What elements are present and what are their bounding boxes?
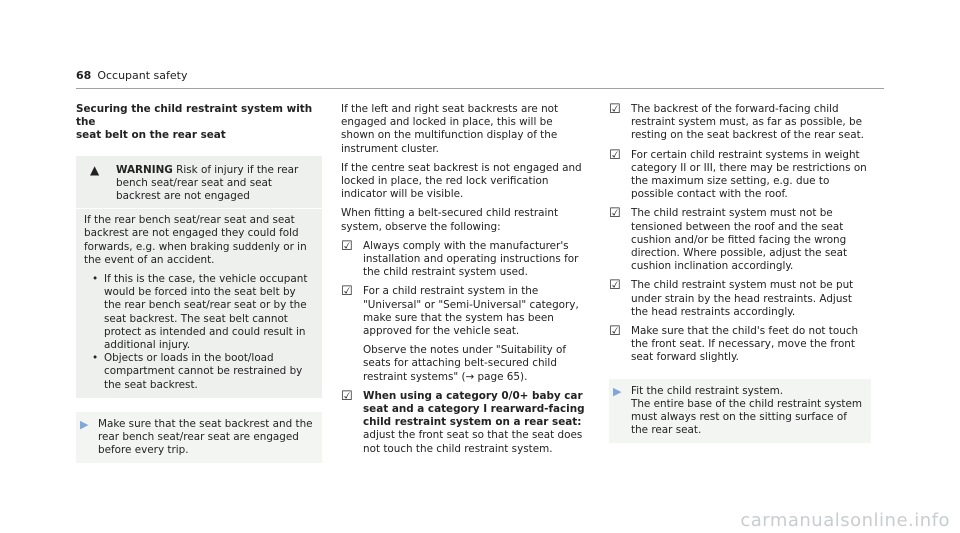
observe-note: Observe the notes under "Suitability of seats for attaching belt-secured child restraint systems" (→ page 65). (363, 344, 566, 383)
header-rule (76, 88, 884, 89)
checklist-item (341, 390, 589, 456)
note-text: The entire base of the child restraint system must always rest on the sitting surface of the rear seat. (631, 397, 862, 437)
warning-triangle-icon: ▲ (90, 162, 100, 177)
warning-box (76, 156, 322, 398)
checkbox-icon: ☑ (341, 388, 353, 404)
checklist-item: ☑ The backrest of the forward-facing child restraint system must, as far as possible, be resting on the seat backrest of the rear seat. (609, 102, 864, 142)
note-box (609, 379, 871, 444)
paragraph: If the centre seat backrest is not engaged and locked in place, the red lock verification indicator will be visible. (341, 161, 582, 201)
section-title: Securing the child restraint system with the seat belt on the rear seat (76, 103, 313, 142)
arrow-right-icon: ▶ (80, 417, 89, 431)
arrow-right-icon: ▶ (613, 384, 622, 398)
warning-label: WARNING (116, 163, 173, 176)
paragraph: If the left and right seat backrests are not engaged and locked in place, this will be shown on the multifunction display of the instrument cluster. (341, 103, 559, 155)
checklist-item: ☑ The child restraint system must not be tensioned between the roof and the seat cushion and/or be fitted facing the wrong direction. Where possible, adjust the seat cushion inclination accordingly. (609, 206, 848, 273)
warning-divider (76, 208, 322, 209)
checkbox-icon: ☑ (341, 284, 353, 300)
checkbox-icon: ☑ (609, 147, 621, 163)
checklist-item-text: adjust the front seat so that the seat does not touch the child restraint system. (363, 429, 583, 455)
warning-head-text: Risk of injury if the rear bench seat/rear seat and seat backrest are not engaged (116, 163, 299, 203)
page-number: 68 (76, 69, 92, 82)
page-title: Occupant safety (97, 69, 188, 82)
checklist-item: ☑ For certain child restraint systems in weight category II or III, there may be restrictions on the maximum size setting, e.g. due to possible contact with the roof. (609, 147, 867, 201)
note-step: Fit the child restraint system. (631, 384, 784, 397)
checklist-item: ☑ Make sure that the child's feet do not touch the front seat. If necessary, move the front seat forward slightly. (609, 324, 859, 364)
warning-bullet: • If this is the case, the vehicle occupant would be forced into the seat belt by the rear bench seat/rear seat or by the seat backrest. The seat belt cannot protect as intended and could result in additional injury. (84, 273, 314, 352)
note-text: Make sure that the seat backrest and the rear bench seat/rear seat are engaged before every trip. (98, 417, 313, 457)
page-header (76, 69, 187, 83)
watermark: carmanualsonline.info (740, 509, 950, 531)
column-2 (341, 103, 589, 462)
checkbox-icon: ☑ (609, 278, 621, 294)
checkbox-icon: ☑ (341, 238, 353, 254)
warning-bullets (84, 273, 314, 392)
checkbox-icon: ☑ (609, 102, 621, 117)
warning-bullet: • Objects or loads in the boot/load compartment cannot be restrained by the seat backrest. (84, 352, 314, 392)
note-box (76, 412, 322, 464)
checkbox-icon: ☑ (609, 324, 621, 340)
checklist-item: ☑ The child restraint system must not be put under strain by the head restraints. Adjust the head restraints accordingly. (609, 278, 854, 318)
checklist-item-bold: When using a category 0/0+ baby car seat and a category I rearward-facing child restraint system on a rear seat: (363, 389, 585, 429)
checklist-item: ☑ For a child restraint system in the "Universal" or "Semi-Universal" category, make sure that the system has been approved for the vehicle seat. (341, 284, 579, 338)
warning-body: If the rear bench seat/rear seat and seat backrest are not engaged they could fold forwards, e.g. when braking suddenly or in the event of an accident. (84, 214, 307, 266)
column-1 (76, 103, 322, 463)
warning-header (84, 164, 314, 204)
checkbox-icon: ☑ (609, 206, 621, 222)
checklist-item: ☑ Always comply with the manufacturer's installation and operating instructions for the child restraint system used. (341, 238, 579, 279)
column-3 (609, 103, 871, 443)
paragraph: When fitting a belt-secured child restraint system, observe the following: (341, 207, 559, 233)
